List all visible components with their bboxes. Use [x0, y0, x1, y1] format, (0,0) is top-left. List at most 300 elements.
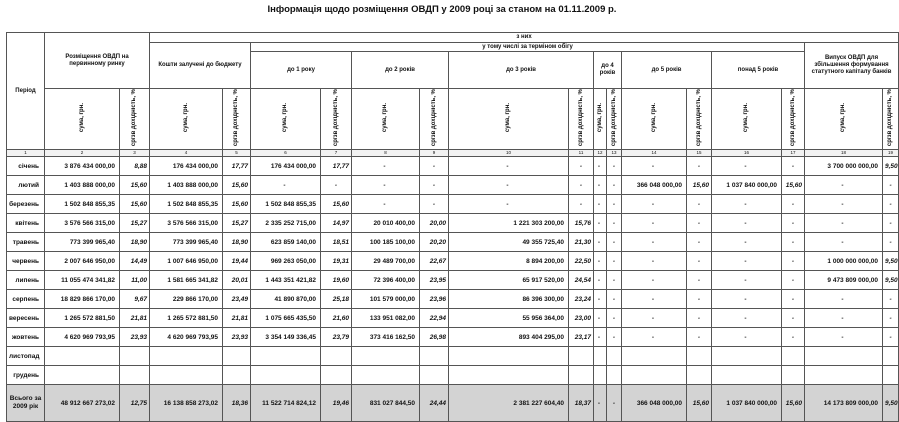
yield-cell: 12,75: [120, 385, 150, 422]
yield-cell: 15,27: [223, 214, 251, 233]
sum-cell: 4 620 969 793,95: [150, 328, 223, 347]
yield-cell: 19,31: [321, 252, 352, 271]
yield-cell: [223, 366, 251, 385]
sum-cell: 1 000 000 000,00: [805, 252, 883, 271]
sum-cell: 1 502 848 855,35: [45, 195, 120, 214]
subheader-sum-label: [594, 89, 607, 150]
yield-cell: [782, 366, 805, 385]
period-cell: грудень: [7, 366, 45, 385]
column-number: 14: [622, 150, 687, 157]
header-term-5: до 5 років: [622, 52, 712, 89]
table-row: [7, 271, 899, 290]
subheader-text: сума, грн.: [182, 102, 189, 133]
sum-cell: 176 434 000,00: [251, 157, 321, 176]
column-number: 10: [449, 150, 569, 157]
yield-cell: 15,60: [223, 195, 251, 214]
sum-cell: -: [712, 328, 782, 347]
yield-cell: [607, 366, 622, 385]
yield-cell: 23,93: [120, 328, 150, 347]
yield-cell: [607, 347, 622, 366]
yield-cell: 23,93: [223, 328, 251, 347]
sum-cell: 3 700 000 000,00: [805, 157, 883, 176]
yield-cell: -: [883, 233, 899, 252]
yield-cell: 9,50: [883, 385, 899, 422]
yield-cell: -: [607, 309, 622, 328]
column-number-row: [7, 150, 899, 157]
sum-cell: [352, 366, 420, 385]
sum-cell: 893 404 295,00: [449, 328, 569, 347]
sum-cell: 48 912 667 273,02: [45, 385, 120, 422]
sum-cell: 1 221 303 200,00: [449, 214, 569, 233]
yield-cell: -: [687, 290, 712, 309]
column-number: 11: [569, 150, 594, 157]
sum-cell: 2 381 227 604,40: [449, 385, 569, 422]
subheader-sum-label: [712, 89, 782, 150]
column-number: 13: [607, 150, 622, 157]
subheader-yield-label: [420, 89, 449, 150]
table-row: [7, 290, 899, 309]
yield-cell: 22,94: [420, 309, 449, 328]
table-row: [7, 366, 899, 385]
sum-cell: -: [594, 309, 607, 328]
header-term-2: до 2 років: [352, 52, 449, 89]
yield-cell: [687, 347, 712, 366]
sum-cell: 773 399 965,40: [45, 233, 120, 252]
column-number: 18: [805, 150, 883, 157]
yield-cell: [687, 366, 712, 385]
subheader-yield-label: [223, 89, 251, 150]
sum-cell: 133 951 082,00: [352, 309, 420, 328]
sum-cell: 18 829 866 170,00: [45, 290, 120, 309]
yield-cell: -: [607, 271, 622, 290]
column-number: 1: [7, 150, 45, 157]
yield-cell: -: [883, 176, 899, 195]
sum-cell: 1 265 572 881,50: [45, 309, 120, 328]
yield-cell: -: [687, 195, 712, 214]
period-cell: січень: [7, 157, 45, 176]
sum-cell: [712, 347, 782, 366]
header-term-4: до 4 років: [594, 52, 622, 89]
sum-cell: -: [712, 309, 782, 328]
sum-cell: [805, 347, 883, 366]
header-including-term: у тому числі за терміном обігу: [251, 43, 805, 52]
yield-cell: 24,44: [420, 385, 449, 422]
sum-cell: -: [622, 309, 687, 328]
yield-cell: -: [607, 157, 622, 176]
sum-cell: -: [805, 309, 883, 328]
period-cell: Всього за 2009 рік: [7, 385, 45, 422]
sum-cell: -: [805, 290, 883, 309]
period-cell: лютий: [7, 176, 45, 195]
column-number: 6: [251, 150, 321, 157]
sum-cell: 100 185 100,00: [352, 233, 420, 252]
sum-cell: -: [594, 157, 607, 176]
subheader-text: сума, грн.: [650, 102, 657, 133]
sum-cell: 2 335 252 715,00: [251, 214, 321, 233]
sum-cell: -: [251, 176, 321, 195]
sum-cell: [150, 347, 223, 366]
yield-cell: -: [883, 214, 899, 233]
sum-cell: [45, 347, 120, 366]
yield-cell: 18,90: [223, 233, 251, 252]
yield-cell: [569, 366, 594, 385]
sum-cell: -: [622, 195, 687, 214]
yield-cell: 9,50: [883, 271, 899, 290]
page-title: Інформація щодо розміщення ОВДП у 2009 році за станом на 01.11.2009 р.: [267, 4, 617, 15]
yield-cell: 18,37: [569, 385, 594, 422]
yield-cell: 9,50: [883, 252, 899, 271]
sum-cell: -: [594, 214, 607, 233]
yield-cell: -: [782, 233, 805, 252]
sum-cell: [352, 347, 420, 366]
yield-cell: 18,36: [223, 385, 251, 422]
sum-cell: 1 075 665 435,50: [251, 309, 321, 328]
sum-cell: [594, 347, 607, 366]
subheader-sum-label: [352, 89, 420, 150]
yield-cell: 23,49: [223, 290, 251, 309]
sum-cell: 773 399 965,40: [150, 233, 223, 252]
subheader-yield-label: [569, 89, 594, 150]
yield-cell: 19,44: [223, 252, 251, 271]
subheader-text: сума, грн.: [282, 102, 289, 133]
period-cell: серпень: [7, 290, 45, 309]
table-row: [7, 233, 899, 252]
sum-cell: [45, 366, 120, 385]
sum-cell: 366 048 000,00: [622, 176, 687, 195]
sum-cell: -: [594, 252, 607, 271]
subheader-text: ср/зв дохідність, %: [695, 89, 702, 147]
column-number: 16: [712, 150, 782, 157]
yield-cell: -: [607, 328, 622, 347]
sum-cell: 1 502 848 855,35: [150, 195, 223, 214]
yield-cell: 22,50: [569, 252, 594, 271]
yield-cell: 15,60: [687, 385, 712, 422]
yield-cell: 20,01: [223, 271, 251, 290]
yield-cell: 23,24: [569, 290, 594, 309]
yield-cell: 23,96: [420, 290, 449, 309]
yield-cell: 19,46: [321, 385, 352, 422]
yield-cell: 9,67: [120, 290, 150, 309]
yield-cell: -: [569, 195, 594, 214]
header-of-them: з них: [150, 33, 899, 43]
yield-cell: 15,60: [223, 176, 251, 195]
yield-cell: [120, 347, 150, 366]
sum-cell: 831 027 844,50: [352, 385, 420, 422]
sum-cell: 3 576 566 315,00: [150, 214, 223, 233]
subheader-yield-label: [782, 89, 805, 150]
yield-cell: -: [687, 157, 712, 176]
yield-cell: 20,00: [420, 214, 449, 233]
yield-cell: 23,95: [420, 271, 449, 290]
column-number: 8: [352, 150, 420, 157]
sum-cell: -: [712, 252, 782, 271]
yield-cell: -: [687, 214, 712, 233]
yield-cell: -: [607, 252, 622, 271]
sum-cell: 229 866 170,00: [150, 290, 223, 309]
column-number: 17: [782, 150, 805, 157]
yield-cell: -: [607, 214, 622, 233]
column-number: 9: [420, 150, 449, 157]
table-row: [7, 252, 899, 271]
sum-cell: -: [805, 176, 883, 195]
total-row: [7, 385, 899, 422]
yield-cell: -: [782, 309, 805, 328]
sum-cell: 969 263 050,00: [251, 252, 321, 271]
yield-cell: [883, 366, 899, 385]
sum-cell: 14 173 809 000,00: [805, 385, 883, 422]
yield-cell: 23,00: [569, 309, 594, 328]
yield-cell: -: [782, 328, 805, 347]
sum-cell: 623 859 140,00: [251, 233, 321, 252]
yield-cell: [321, 347, 352, 366]
subheader-yield-label: [607, 89, 622, 150]
yield-cell: 23,17: [569, 328, 594, 347]
yield-cell: 14,49: [120, 252, 150, 271]
yield-cell: [569, 347, 594, 366]
sum-cell: 1 037 840 000,00: [712, 176, 782, 195]
subheader-text: сума, грн.: [840, 102, 847, 133]
period-cell: березень: [7, 195, 45, 214]
yield-cell: 9,50: [883, 157, 899, 176]
sum-cell: [622, 347, 687, 366]
yield-cell: -: [321, 176, 352, 195]
column-number: 4: [150, 150, 223, 157]
sum-cell: -: [449, 157, 569, 176]
yield-cell: -: [782, 214, 805, 233]
column-number: 5: [223, 150, 251, 157]
sum-cell: 3 354 149 336,45: [251, 328, 321, 347]
yield-cell: -: [883, 290, 899, 309]
sum-cell: 1 581 665 341,82: [150, 271, 223, 290]
yield-cell: -: [687, 233, 712, 252]
subheader-text: сума, грн.: [78, 102, 85, 133]
sum-cell: 8 894 200,00: [449, 252, 569, 271]
sum-cell: -: [622, 233, 687, 252]
sum-cell: -: [594, 290, 607, 309]
subheader-text: сума, грн.: [596, 102, 603, 133]
yield-cell: -: [569, 176, 594, 195]
subheader-text: ср/зв дохідність, %: [332, 89, 339, 147]
subheader-text: ср/зв дохідність, %: [430, 89, 437, 147]
sum-cell: 41 890 870,00: [251, 290, 321, 309]
sum-cell: 11 055 474 341,82: [45, 271, 120, 290]
sum-cell: -: [594, 271, 607, 290]
sum-cell: 1 007 646 950,00: [150, 252, 223, 271]
sum-cell: 29 489 700,00: [352, 252, 420, 271]
yield-cell: 19,60: [321, 271, 352, 290]
table-row: [7, 328, 899, 347]
header-period: Період: [7, 33, 45, 150]
sum-cell: [251, 366, 321, 385]
sum-cell: [150, 366, 223, 385]
subheader-sum-label: [150, 89, 223, 150]
yield-cell: 17,77: [321, 157, 352, 176]
sum-cell: [251, 347, 321, 366]
yield-cell: 15,76: [569, 214, 594, 233]
sum-cell: 2 007 646 950,00: [45, 252, 120, 271]
sum-cell: 86 396 300,00: [449, 290, 569, 309]
column-number: 3: [120, 150, 150, 157]
sum-cell: 373 416 162,50: [352, 328, 420, 347]
sum-cell: -: [622, 290, 687, 309]
yield-cell: 21,81: [223, 309, 251, 328]
sum-cell: 1 265 572 881,50: [150, 309, 223, 328]
sum-cell: -: [712, 271, 782, 290]
sum-cell: 49 355 725,40: [449, 233, 569, 252]
yield-cell: -: [687, 309, 712, 328]
sum-cell: -: [805, 233, 883, 252]
sum-cell: [594, 366, 607, 385]
subheader-yield-label: [687, 89, 712, 150]
period-cell: липень: [7, 271, 45, 290]
yield-cell: -: [420, 176, 449, 195]
sum-cell: 4 620 969 793,95: [45, 328, 120, 347]
sum-cell: -: [352, 176, 420, 195]
column-number: 15: [687, 150, 712, 157]
yield-cell: -: [569, 157, 594, 176]
sum-cell: -: [712, 290, 782, 309]
table-row: [7, 347, 899, 366]
yield-cell: 11,00: [120, 271, 150, 290]
yield-cell: -: [782, 157, 805, 176]
sum-cell: 176 434 000,00: [150, 157, 223, 176]
sum-cell: [712, 366, 782, 385]
header-term-6: понад 5 років: [712, 52, 805, 89]
yield-cell: [883, 347, 899, 366]
yield-cell: 15,60: [120, 195, 150, 214]
sum-cell: [622, 366, 687, 385]
sum-cell: -: [712, 195, 782, 214]
sum-cell: 72 396 400,00: [352, 271, 420, 290]
sum-cell: -: [594, 195, 607, 214]
sum-cell: 16 138 858 273,02: [150, 385, 223, 422]
header-term-3: до 3 років: [449, 52, 594, 89]
sum-cell: -: [622, 271, 687, 290]
yield-cell: 21,60: [321, 309, 352, 328]
yield-cell: [782, 347, 805, 366]
subheader-text: сума, грн.: [505, 102, 512, 133]
sum-cell: -: [805, 195, 883, 214]
column-number: 19: [883, 150, 899, 157]
period-cell: червень: [7, 252, 45, 271]
yield-cell: 15,60: [687, 176, 712, 195]
subheader-yield-label: [883, 89, 899, 150]
subheader-sum-label: [251, 89, 321, 150]
sum-cell: -: [449, 195, 569, 214]
period-cell: квітень: [7, 214, 45, 233]
sum-cell: 65 917 520,00: [449, 271, 569, 290]
subheader-sum-label: [805, 89, 883, 150]
yield-cell: -: [687, 271, 712, 290]
sum-cell: 9 473 809 000,00: [805, 271, 883, 290]
subheader-text: ср/зв дохідність, %: [131, 89, 137, 147]
yield-cell: 21,81: [120, 309, 150, 328]
sum-cell: [449, 366, 569, 385]
yield-cell: -: [607, 290, 622, 309]
yield-cell: -: [687, 328, 712, 347]
yield-cell: 14,97: [321, 214, 352, 233]
table-row: [7, 195, 899, 214]
sum-cell: -: [449, 176, 569, 195]
yield-cell: 18,51: [321, 233, 352, 252]
yield-cell: 17,77: [223, 157, 251, 176]
yield-cell: [223, 347, 251, 366]
sum-cell: -: [712, 233, 782, 252]
yield-cell: 23,79: [321, 328, 352, 347]
sum-cell: -: [594, 176, 607, 195]
subheader-text: ср/зв дохідність, %: [887, 89, 894, 147]
ovdp-table: [6, 32, 899, 422]
yield-cell: -: [782, 195, 805, 214]
yield-cell: 25,18: [321, 290, 352, 309]
yield-cell: -: [420, 157, 449, 176]
yield-cell: [420, 347, 449, 366]
yield-cell: [120, 366, 150, 385]
yield-cell: 21,30: [569, 233, 594, 252]
header-budget: Кошти залучені до бюджету: [150, 43, 251, 89]
subheader-text: сума, грн.: [743, 102, 750, 133]
subheader-sum-label: [45, 89, 120, 150]
table-row: [7, 157, 899, 176]
sum-cell: -: [805, 328, 883, 347]
subheader-text: ср/зв дохідність, %: [577, 89, 584, 147]
table-row: [7, 309, 899, 328]
yield-cell: -: [782, 271, 805, 290]
yield-cell: -: [420, 195, 449, 214]
period-cell: травень: [7, 233, 45, 252]
yield-cell: 22,67: [420, 252, 449, 271]
sum-cell: [805, 366, 883, 385]
sum-cell: -: [352, 195, 420, 214]
sum-cell: 11 522 714 824,12: [251, 385, 321, 422]
yield-cell: -: [782, 252, 805, 271]
yield-cell: -: [607, 195, 622, 214]
sum-cell: -: [712, 157, 782, 176]
subheader-text: ср/зв дохідність, %: [789, 89, 796, 147]
yield-cell: 15,60: [321, 195, 352, 214]
sum-cell: 55 956 364,00: [449, 309, 569, 328]
yield-cell: 20,20: [420, 233, 449, 252]
table-row: [7, 176, 899, 195]
sum-cell: -: [594, 385, 607, 422]
yield-cell: -: [687, 252, 712, 271]
yield-cell: 15,27: [120, 214, 150, 233]
subheader-sum-label: [622, 89, 687, 150]
sum-cell: 366 048 000,00: [622, 385, 687, 422]
sum-cell: -: [622, 252, 687, 271]
yield-cell: -: [883, 309, 899, 328]
subheader-text: сума, грн.: [382, 102, 389, 133]
header-capital: Випуск ОВДП для збільшення формування статутного капіталу банків: [805, 43, 899, 89]
yield-cell: [321, 366, 352, 385]
yield-cell: -: [782, 290, 805, 309]
sum-cell: 1 443 351 421,82: [251, 271, 321, 290]
period-cell: вересень: [7, 309, 45, 328]
header-term-1: до 1 року: [251, 52, 352, 89]
sum-cell: 3 876 434 000,00: [45, 157, 120, 176]
yield-cell: 24,54: [569, 271, 594, 290]
sum-cell: -: [594, 233, 607, 252]
column-number: 2: [45, 150, 120, 157]
sum-cell: 1 037 840 000,00: [712, 385, 782, 422]
sum-cell: -: [622, 328, 687, 347]
table-body: [7, 157, 899, 422]
yield-cell: 8,88: [120, 157, 150, 176]
sum-cell: -: [622, 214, 687, 233]
sum-cell: 1 502 848 855,35: [251, 195, 321, 214]
table-row: [7, 214, 899, 233]
period-cell: листопад: [7, 347, 45, 366]
